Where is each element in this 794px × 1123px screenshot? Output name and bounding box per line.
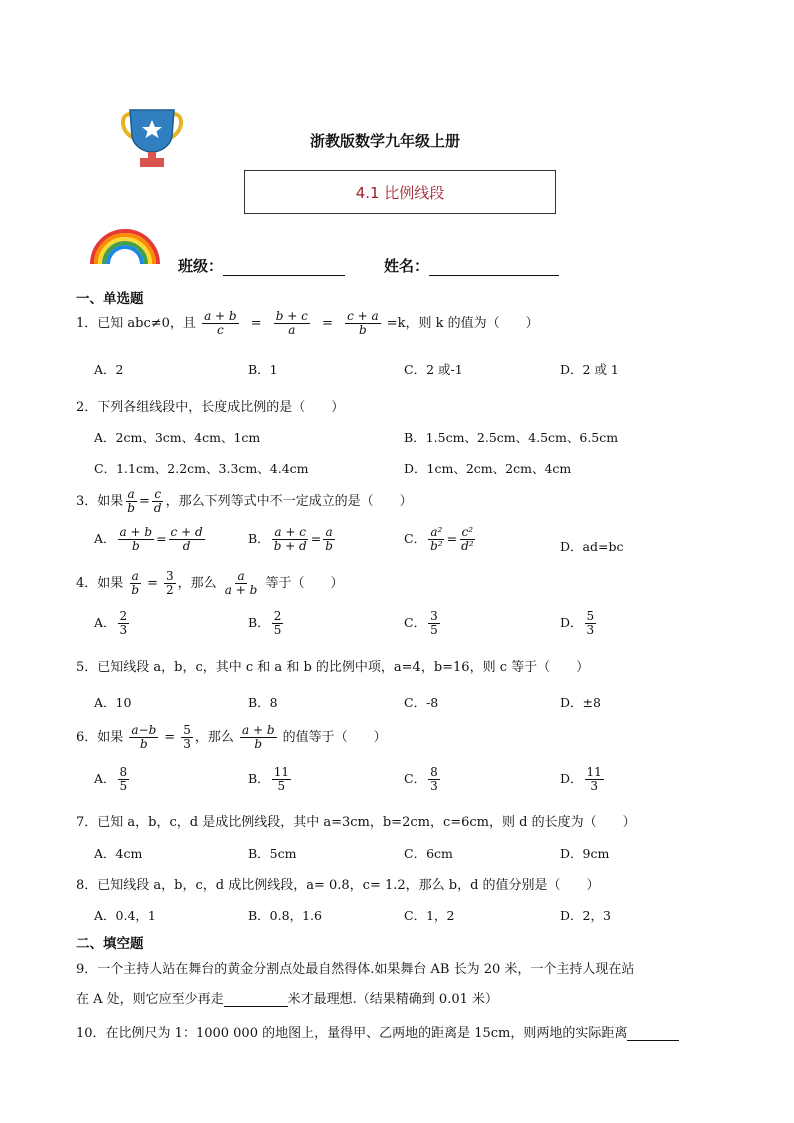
q1-option-d[interactable]: D．2 或 1 bbox=[560, 362, 619, 377]
q3-fraction-2: $\frac{c}{d}$ bbox=[153, 487, 162, 515]
q2-option-c[interactable]: C．1.1cm、2.2cm、3.3cm、4.4cm bbox=[94, 461, 309, 476]
subtitle: 4.1 比例线段 bbox=[355, 184, 445, 202]
q7-option-b[interactable]: B．5cm bbox=[248, 846, 297, 861]
q1-fraction-1: $\frac{a + b}{c}$ bbox=[204, 309, 237, 337]
question-5: 5．已知线段 a，b，c，其中 c 和 a 和 b 的比例中项，a=4，b=16，则 c 等于（ ） bbox=[76, 660, 590, 675]
question-9-line-2: 在 A 处，则它应至少再走 米才最理想.（结果精确到 0.01 米） bbox=[76, 992, 498, 1007]
name-field[interactable] bbox=[384, 255, 559, 276]
question-4: 4．如果 $\frac{a}{b}$ = $\frac{3}{2}$ ，那么 $\frac{a}{a + b}$ 等于（ ） bbox=[76, 569, 344, 597]
q4-option-b[interactable]: B． $\frac{2}{5}$ bbox=[248, 609, 282, 637]
q6-option-a[interactable]: A． $\frac{8}{5}$ bbox=[94, 765, 128, 793]
section-fill-blank: 二、填空题 bbox=[76, 936, 144, 952]
question-7: 7．已知 a，b，c，d 是成比例线段，其中 a=3cm，b=2cm，c=6cm，则 d 的长度为（ ） bbox=[76, 815, 636, 830]
q3-option-d[interactable]: D．ad=bc bbox=[560, 539, 624, 554]
subtitle-box bbox=[244, 170, 556, 214]
q1-option-c[interactable]: C．2 或-1 bbox=[404, 362, 463, 377]
question-1: 1．已知 abc≠0，且 $\frac{a + b}{c}$ = $\frac{b + c}{a}$ = $\frac{c + a}{b}$ =k，则 k 的值为（ ） bbox=[76, 309, 539, 337]
q2-option-b[interactable]: B．1.5cm、2.5cm、4.5cm、6.5cm bbox=[404, 430, 619, 445]
class-label: 班级： bbox=[178, 257, 224, 275]
question-2: 2．下列各组线段中，长度成比例的是（ ） bbox=[76, 400, 345, 415]
q1-fraction-3: $\frac{c + a}{b}$ bbox=[347, 309, 379, 337]
q6-option-d[interactable]: D． $\frac{11}{3}$ bbox=[560, 765, 602, 793]
page-title: 浙教版数学九年级上册 bbox=[310, 132, 461, 150]
question-10: 10．在比例尺为 1：1000 000 的地图上，量得甲、乙两地的距离是 15cm，则两地的实际距离 bbox=[76, 1022, 679, 1041]
class-field[interactable] bbox=[178, 255, 345, 276]
q9-answer-blank[interactable] bbox=[224, 992, 288, 1007]
q8-option-d[interactable]: D．2，3 bbox=[560, 908, 611, 923]
q4-option-a[interactable]: A． $\frac{2}{3}$ bbox=[94, 609, 128, 637]
q7-option-c[interactable]: C．6cm bbox=[404, 846, 453, 861]
q1-option-b[interactable]: B．1 bbox=[248, 362, 278, 377]
q6-option-b[interactable]: B． $\frac{11}{5}$ bbox=[248, 765, 289, 793]
q2-option-a[interactable]: A．2cm、3cm、4cm、1cm bbox=[94, 430, 261, 445]
q3-option-a[interactable]: A． $\frac{a + b}{b}$ = $\frac{c + d}{d}$ bbox=[94, 525, 203, 553]
q5-option-d[interactable]: D．±8 bbox=[560, 695, 601, 710]
q10-answer-blank[interactable] bbox=[627, 1026, 679, 1041]
q3-fraction-1: $\frac{a}{b}$ bbox=[127, 487, 135, 515]
name-label: 姓名： bbox=[384, 257, 430, 275]
question-9-line-1: 9．一个主持人站在舞台的黄金分割点处最自然得体.如果舞台 AB 长为 20 米，一个主持人现在站 bbox=[76, 962, 635, 977]
q5-option-b[interactable]: B．8 bbox=[248, 695, 278, 710]
q1-text: 1．已知 abc≠0，且 bbox=[76, 316, 201, 331]
q3-option-c[interactable]: C． $\frac{\text{a²}}{\text{b²}}$ = $\frac{\text{c²}}{\text{d²}}$ bbox=[404, 525, 474, 553]
q4-option-c[interactable]: C． $\frac{3}{5}$ bbox=[404, 609, 438, 637]
q8-option-c[interactable]: C．1，2 bbox=[404, 908, 455, 923]
q7-option-a[interactable]: A．4cm bbox=[94, 846, 143, 861]
q2-option-d[interactable]: D．1cm、2cm、2cm、4cm bbox=[404, 461, 572, 476]
q1-fraction-2: $\frac{b + c}{a}$ bbox=[275, 309, 308, 337]
trophy-icon bbox=[118, 108, 186, 170]
q1-option-a[interactable]: A．2 bbox=[94, 362, 124, 377]
name-blank[interactable] bbox=[429, 259, 559, 276]
q8-option-b[interactable]: B．0.8，1.6 bbox=[248, 908, 322, 923]
question-6: 6．如果 $\frac{a-b}{b}$ = $\frac{5}{3}$ ，那么 $\frac{a + b}{b}$ 的值等于（ ） bbox=[76, 723, 387, 751]
rainbow-icon bbox=[88, 226, 162, 266]
q4-option-d[interactable]: D． $\frac{5}{3}$ bbox=[560, 609, 595, 637]
q5-option-a[interactable]: A．10 bbox=[94, 695, 132, 710]
class-blank[interactable] bbox=[223, 259, 345, 276]
section-single-choice: 一、单选题 bbox=[76, 291, 144, 307]
q6-option-c[interactable]: C． $\frac{8}{3}$ bbox=[404, 765, 438, 793]
q7-option-d[interactable]: D．9cm bbox=[560, 846, 610, 861]
question-8: 8．已知线段 a，b，c，d 成比例线段，a= 0.8，c= 1.2，那么 b，d 的值分别是（ ） bbox=[76, 878, 600, 893]
q3-option-b[interactable]: B． $\frac{a + c}{b + d}$ = $\frac{a}{b}$ bbox=[248, 525, 333, 553]
q5-option-c[interactable]: C．-8 bbox=[404, 695, 439, 710]
q8-option-a[interactable]: A．0.4，1 bbox=[94, 908, 156, 923]
question-3: 3．如果 $\frac{a}{b}$ = $\frac{c}{d}$ ，那么下列等式中不一定成立的是（ ） bbox=[76, 487, 413, 515]
